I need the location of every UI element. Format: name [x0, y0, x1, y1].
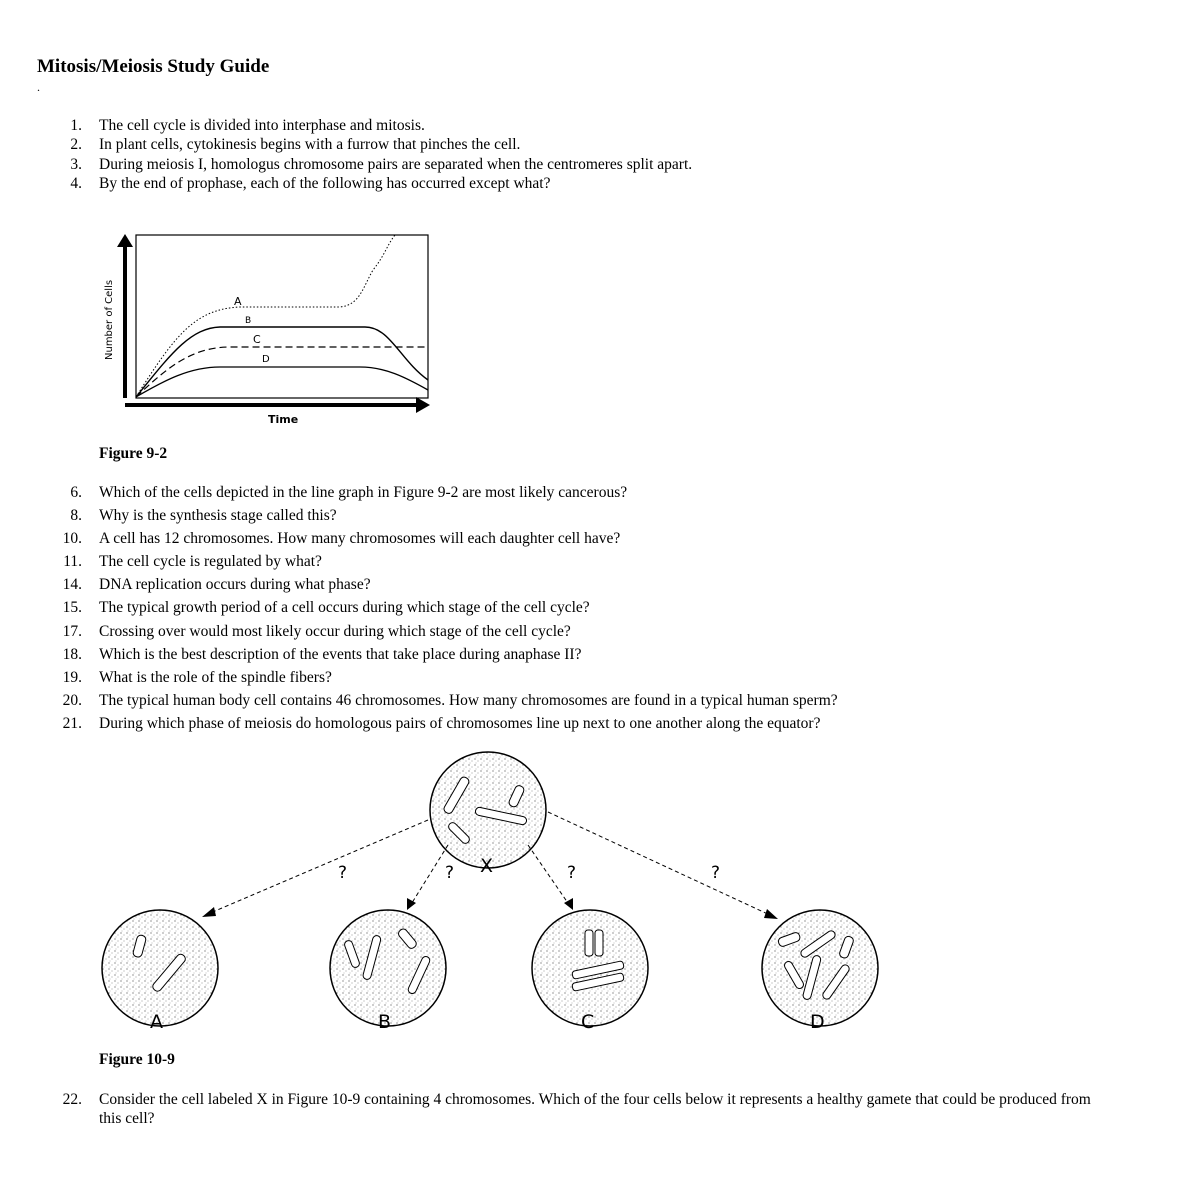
question-text: In plant cells, cytokinesis begins with a furrow that pinches the cell.: [99, 136, 521, 154]
question-item: [0, 714, 1200, 737]
arrow-to-b: [410, 845, 448, 906]
question-text: By the end of prophase, each of the following has occurred except what?: [99, 174, 551, 192]
question-number: 20.: [62, 691, 82, 709]
question-item: [0, 174, 1200, 193]
question-item: [0, 483, 1200, 506]
question-number: 19.: [62, 668, 82, 686]
curve-c: [136, 347, 428, 397]
question-item: [0, 116, 1200, 135]
curve-label-d: D: [262, 354, 270, 365]
question-number: 17.: [62, 622, 82, 640]
question-list-part1: [0, 116, 1200, 193]
figure-9-2-graph: [95, 225, 440, 430]
question-item: [0, 575, 1200, 598]
question-text: What is the role of the spindle fibers?: [99, 668, 332, 686]
question-item: [0, 506, 1200, 529]
cell-d: [762, 910, 878, 1026]
curve-label-c: C: [253, 333, 261, 346]
question-text: A cell has 12 chromosomes. How many chromosomes will each daughter cell have?: [99, 530, 621, 548]
y-axis-label: Number of Cells: [104, 279, 115, 360]
question-text: Crossing over would most likely occur during which stage of the cell cycle?: [99, 622, 571, 640]
question-text: DNA replication occurs during what phase?: [99, 576, 371, 594]
x-axis-arrowhead: [416, 397, 430, 413]
question-text: During which phase of meiosis do homologous pairs of chromosomes line up next to one another along the equator?: [99, 714, 821, 732]
cell-d-label: D: [810, 1011, 825, 1033]
figure-10-9-caption: Figure 10-9: [99, 1051, 175, 1068]
arrow-question-2: ?: [445, 863, 455, 883]
x-axis-label: Time: [268, 413, 299, 426]
question-item: [0, 691, 1200, 714]
y-axis-arrowhead: [117, 234, 133, 247]
question-number: 11.: [63, 553, 82, 571]
chromosome: [585, 930, 593, 956]
chromosome: [595, 930, 603, 956]
arrow-to-a: [208, 820, 428, 914]
question-item: [0, 529, 1200, 552]
question-item: [0, 155, 1200, 174]
question-item: [0, 598, 1200, 621]
arrow-to-d: [548, 812, 772, 916]
question-number: 8.: [70, 507, 82, 525]
question-number: 14.: [62, 576, 82, 594]
question-text: Why is the synthesis stage called this?: [99, 507, 337, 525]
arrowhead-a: [202, 907, 216, 917]
cell-c-label: C: [581, 1011, 595, 1033]
question-number: 22.: [62, 1091, 82, 1108]
question-number: 3.: [70, 155, 82, 173]
cell-b-label: B: [378, 1011, 392, 1033]
page-title: Mitosis/Meiosis Study Guide: [37, 56, 270, 77]
question-number: 18.: [62, 645, 82, 663]
question-text: During meiosis I, homologus chromosome pairs are separated when the centromeres split apart.: [99, 155, 693, 173]
question-number: 15.: [62, 599, 82, 617]
question-item: [0, 645, 1200, 668]
question-text: The typical human body cell contains 46 chromosomes. How many chromosomes are found in a typical human sperm?: [99, 691, 838, 709]
question-number: 6.: [70, 484, 82, 501]
figure-10-9-diagram: [90, 740, 890, 1040]
question-text: The cell cycle is regulated by what?: [99, 553, 322, 571]
question-text: Consider the cell labeled X in Figure 10-9 containing 4 chromosomes. Which of the four cells below it represents a healthy gamete that could be produced from this cell?: [99, 1091, 1091, 1127]
curve-d: [136, 367, 428, 397]
question-text: The cell cycle is divided into interphase and mitosis.: [99, 117, 425, 134]
cell-b: [330, 910, 446, 1026]
question-number: 21.: [62, 714, 82, 732]
arrowhead-d: [764, 909, 778, 919]
question-number: 1.: [70, 117, 82, 134]
question-list-part2: [0, 483, 1200, 737]
arrow-question-1: ?: [338, 863, 348, 883]
curve-label-a: A: [234, 295, 242, 308]
curve-a: [136, 235, 395, 397]
question-item: [0, 668, 1200, 691]
cell-a-label: A: [150, 1011, 163, 1033]
arrow-question-3: ?: [567, 863, 577, 883]
plot-frame: [136, 235, 428, 398]
cell-x-label: X: [480, 855, 494, 877]
question-item: [0, 552, 1200, 575]
question-number: 4.: [70, 174, 82, 192]
question-text: Which is the best description of the events that take place during anaphase II?: [99, 645, 582, 663]
question-text: Which of the cells depicted in the line graph in Figure 9-2 are most likely cancerous?: [99, 484, 628, 501]
question-item: [0, 135, 1200, 154]
question-text: The typical growth period of a cell occurs during which stage of the cell cycle?: [99, 599, 590, 617]
cell-a: [102, 910, 218, 1026]
arrow-to-c: [528, 845, 570, 906]
arrowhead-b: [407, 898, 416, 910]
arrow-question-4: ?: [711, 863, 721, 883]
stray-mark: .: [37, 80, 40, 94]
question-number: 2.: [70, 136, 82, 154]
question-number: 10.: [62, 530, 82, 548]
question-item: [0, 622, 1200, 645]
figure-9-2-caption: Figure 9-2: [99, 445, 168, 462]
curve-label-b: B: [245, 316, 252, 326]
